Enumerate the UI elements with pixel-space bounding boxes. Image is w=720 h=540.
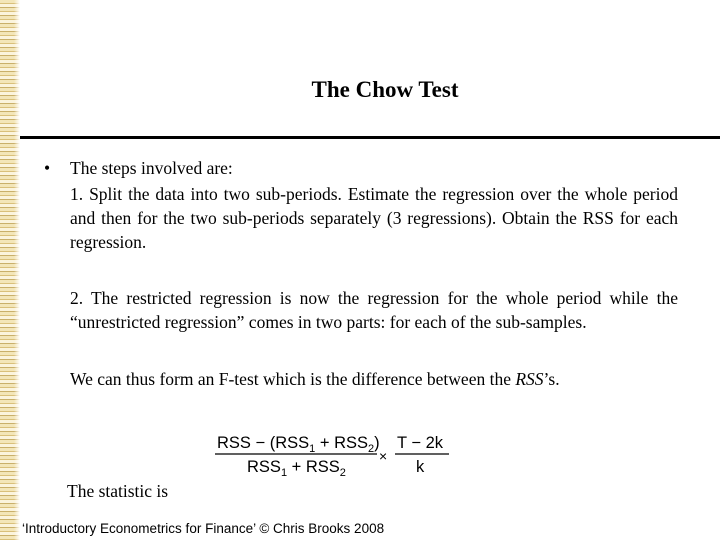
formula-numerator: RSS − $(RSS_1 + RSS_2)$ xyxy=(217,434,380,455)
ftest-suffix: ’s. xyxy=(543,369,560,389)
formula-right-numerator: T − 2k xyxy=(397,434,444,452)
formula-denominator: $RSS_1 + RSS_2$ xyxy=(247,458,346,479)
statistic-label: The statistic is xyxy=(67,481,169,501)
title-divider xyxy=(20,136,720,139)
ftest-sentence xyxy=(70,367,678,391)
step-1: 1. Split the data into two sub-periods. Estimate the regression over the whole period and then for the two sub-periods separately (3 regressions). Obtain the RSS for each regression. xyxy=(70,184,678,252)
bullet-intro xyxy=(44,156,678,180)
intro-text: The steps involved are: xyxy=(70,158,233,178)
decorative-left-strip xyxy=(0,0,20,540)
step-2: 2. The restricted regression is now the regression for the whole period while the “unrestricted regression” comes in two parts: for each of the sub-samples. xyxy=(70,288,678,332)
slide-title: The Chow Test xyxy=(311,77,459,102)
bullet-glyph: • xyxy=(44,158,51,178)
ftest-prefix: We can thus form an F-test which is the difference between the xyxy=(70,369,516,389)
chow-formula xyxy=(213,428,453,480)
footer-credit: ‘Introductory Econometrics for Finance’ © Chris Brooks 2008 xyxy=(22,521,385,536)
ftest-rss: RSS xyxy=(515,369,544,389)
formula-times: × xyxy=(379,448,388,464)
slide-body xyxy=(44,156,678,391)
formula-right-denominator: k xyxy=(416,458,425,476)
